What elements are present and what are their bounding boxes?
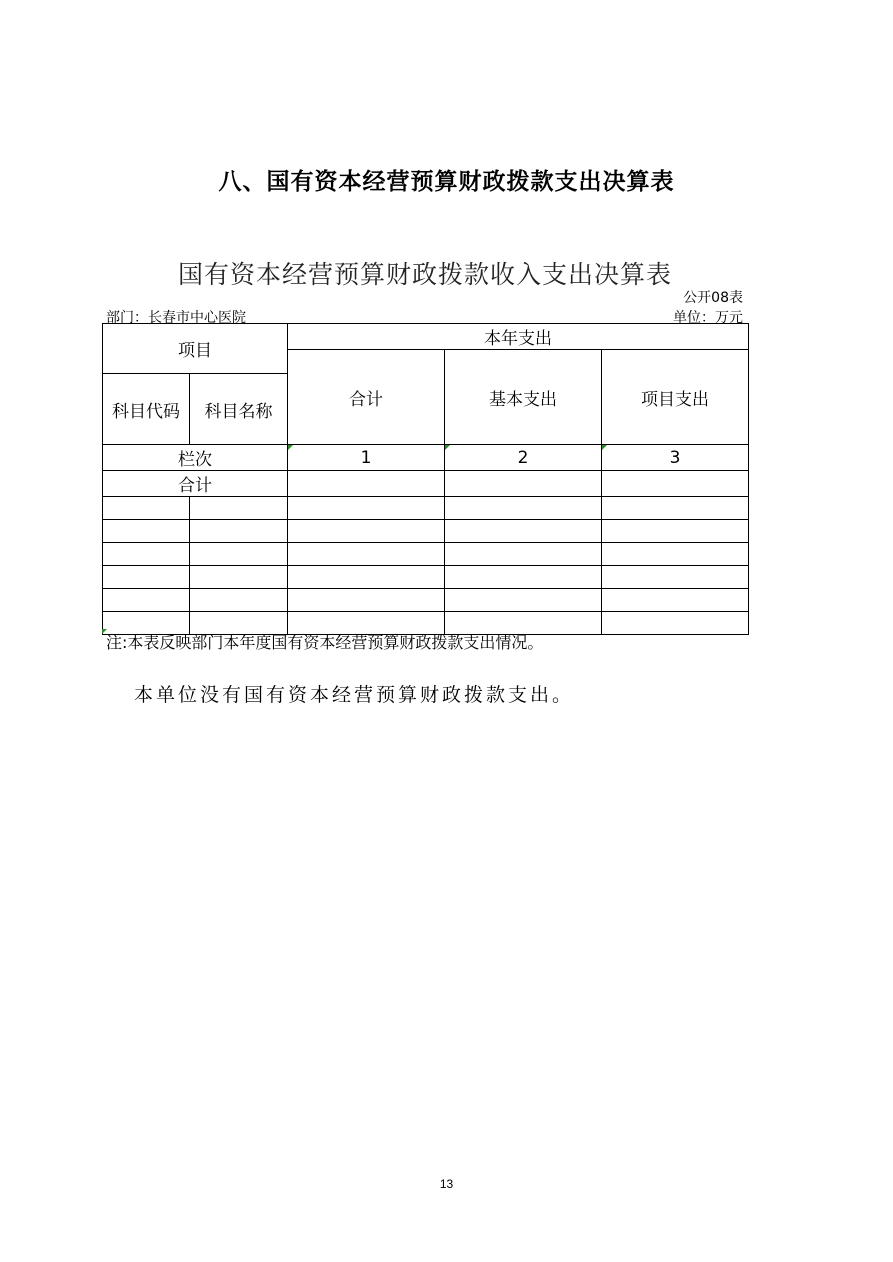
table-title: 国有资本经营预算财政拨款收入支出决算表 (177, 260, 672, 289)
row-index-col2: 2 (445, 445, 602, 471)
department-label: 部门：长春市中心医院 (106, 310, 246, 326)
statement-text: 本单位没有国有资本经营预算财政拨款支出。 (134, 684, 575, 706)
unit-label: 单位：万元 (673, 310, 743, 326)
total-row-cell (288, 471, 445, 497)
header-subject-name: 科目名称 (190, 374, 288, 445)
budget-table (102, 323, 749, 635)
total-row-cell (602, 471, 749, 497)
header-basic-expense: 基本支出 (445, 350, 602, 445)
header-subject-code: 科目代码 (103, 374, 190, 445)
row-index-col1: 1 (288, 445, 445, 471)
table-row (103, 520, 749, 543)
total-row-label: 合计 (103, 471, 288, 497)
table-row (103, 589, 749, 612)
total-row-cell (445, 471, 602, 497)
table-row (103, 566, 749, 589)
header-total: 合计 (288, 350, 445, 445)
table-row (103, 543, 749, 566)
page-number: 13 (439, 1177, 454, 1191)
header-project: 项目 (103, 324, 288, 374)
form-code: 公开08表 (683, 290, 743, 306)
section-heading: 八、国有资本经营预算财政拨款支出决算表 (218, 169, 675, 195)
header-project-expense: 项目支出 (602, 350, 749, 445)
table-note: 注:本表反映部门本年度国有资本经营预算财政拨款支出情况。 (106, 633, 544, 652)
row-index-label: 栏次 (103, 445, 288, 471)
row-index-col3: 3 (602, 445, 749, 471)
header-current-year-expense: 本年支出 (288, 324, 749, 350)
table-row (103, 497, 749, 520)
